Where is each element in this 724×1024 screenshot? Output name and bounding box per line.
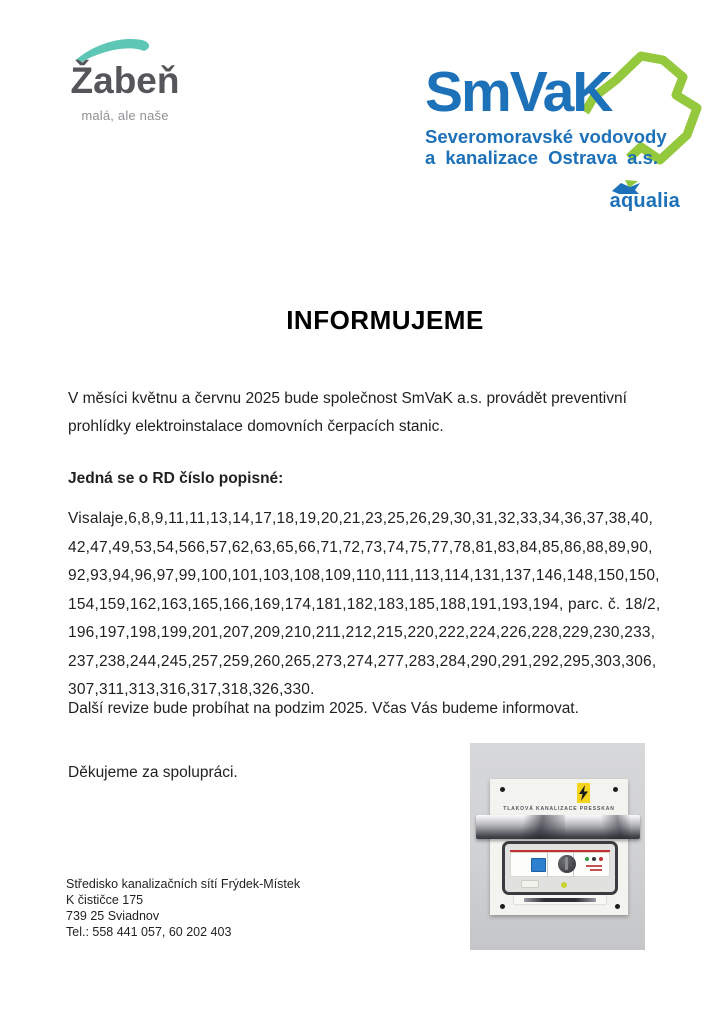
footer-line-street: K čističce 175 <box>66 893 144 907</box>
chrome-reflection <box>522 815 565 839</box>
house-numbers-line: 92,93,94,96,97,99,100,101,103,108,109,110,111,113,114,131,137,146,148,150,150, <box>68 567 660 584</box>
breaker-panel-window <box>502 841 618 895</box>
screw-icon <box>613 787 618 792</box>
screw-icon <box>500 787 505 792</box>
house-numbers-title: Jedná se o RD číslo popisné: <box>68 470 284 487</box>
house-numbers-line: 307,311,313,316,317,318,326,330. <box>68 681 315 698</box>
panel-marking <box>590 869 602 871</box>
control-box <box>490 779 628 915</box>
page-title: INFORMUJEME <box>286 305 484 335</box>
nameplate-strip <box>514 895 606 904</box>
rain-cover-bar <box>476 815 640 839</box>
panel-tag <box>521 880 539 888</box>
smvak-subtitle-line1: Severomoravské vodovody <box>425 126 667 147</box>
house-numbers-line: 196,197,198,199,201,207,209,210,211,212,215,220,222,224,226,228,229,230,233, <box>68 624 656 641</box>
breaker-panel-strip <box>510 850 610 877</box>
intro-paragraph: V měsíci květnu a červnu 2025 bude společnost SmVaK a.s. provádět preventivní prohlídky elektroinstalace domovních čerpacích stanic. <box>68 390 627 435</box>
green-led-icon <box>585 857 589 861</box>
house-numbers-list <box>68 505 672 705</box>
rotary-switch-knob <box>558 855 576 873</box>
circuit-breaker-switch <box>531 858 546 872</box>
screw-icon <box>615 904 620 909</box>
next-revision-paragraph: Další revize bude probíhat na podzim 2025. Včas Vás budeme informovat. <box>68 700 579 717</box>
control-box-photo <box>470 743 645 950</box>
aqualia-name: aqualia <box>609 190 680 212</box>
dark-led-icon <box>592 857 596 861</box>
aqualia-logo <box>610 180 680 213</box>
house-numbers-line: 154,159,162,163,165,166,169,174,181,182,183,185,188,191,193,194, parc. č. 18/2, <box>68 595 661 613</box>
zaben-name: Žabeň <box>70 60 180 101</box>
chrome-reflection <box>601 815 631 839</box>
house-numbers-line: 237,238,244,245,257,259,260,265,273,274,277,283,284,290,291,292,295,303,306, <box>68 652 657 670</box>
thanks-paragraph: Děkujeme za spolupráci. <box>68 764 238 781</box>
yellow-indicator-icon <box>561 882 567 888</box>
screw-icon <box>500 904 505 909</box>
house-numbers-line: Visalaje,6,8,9,11,11,13,14,17,18,19,20,21,23,25,26,29,30,31,32,33,34,36,37,38,40, <box>68 510 654 527</box>
nameplate-text-blur <box>524 898 596 902</box>
footer-line-city: 739 25 Sviadnov <box>66 909 160 923</box>
footer-line-phone: Tel.: 558 441 057, 60 202 403 <box>66 925 232 939</box>
zaben-tagline: malá, ale naše <box>81 108 169 123</box>
control-box-label: TLAKOVÁ KANALIZACE PRESSKAN <box>503 806 615 812</box>
red-led-icon <box>599 857 603 861</box>
zaben-logo <box>66 36 184 123</box>
smvak-wordmark: SmVaK <box>425 60 612 124</box>
footer-address <box>66 876 300 940</box>
panel-marking <box>586 865 602 867</box>
panel-divider <box>547 852 548 877</box>
high-voltage-warning-icon <box>577 783 590 803</box>
indicator-lights <box>585 857 603 861</box>
footer-line-department: Středisko kanalizačních sítí Frýdek-Místek <box>66 877 301 891</box>
house-numbers-line: 42,47,49,53,54,566,57,62,63,65,66,71,72,73,74,75,77,78,81,83,84,85,86,88,89,90, <box>68 538 653 556</box>
smvak-subtitle-line2: a kanalizace Ostrava a.s. <box>425 147 659 168</box>
